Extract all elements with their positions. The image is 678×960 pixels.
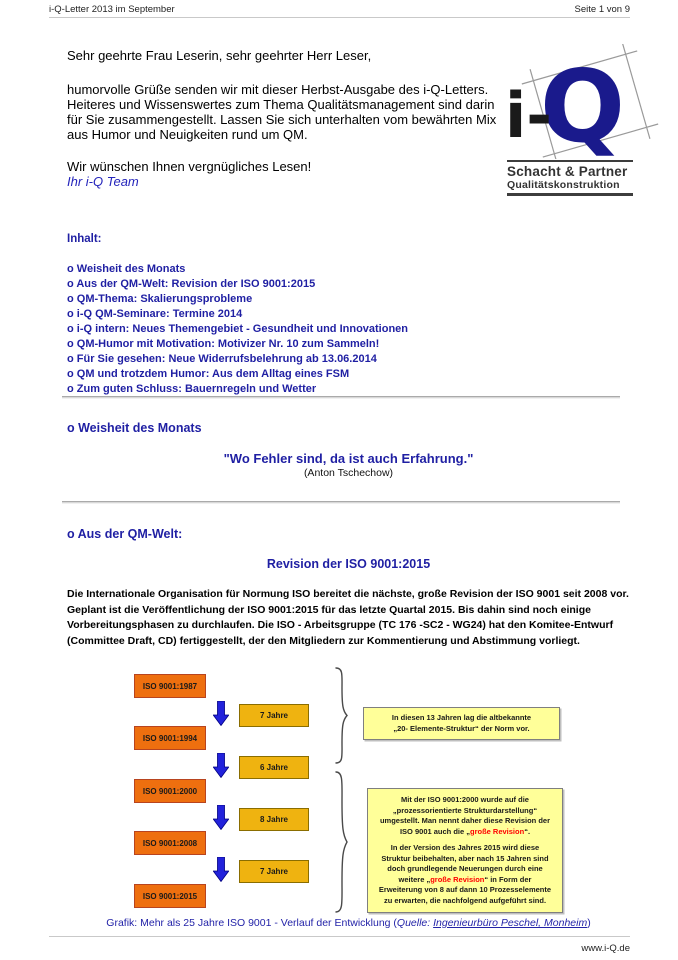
greeting-body: humorvolle Grüße senden wir mit dieser Herbst-Ausgabe des i-Q-Letters. Heiteres und Wissenswertes zum Thema Qualitätsmanagement sind darin für Sie zusammengestellt. Lassen Sie sich unterhalten vom bewährten Mix aus Humor und Neuigkeiten rund um QM. [67,82,497,142]
greeting-salutation: Sehr geehrte Frau Leserin, sehr geehrter Herr Leser, [67,48,372,63]
highlighted-text: große Revision [430,874,485,884]
caption-source-link[interactable]: Ingenieurbüro Peschel, Monheim [433,917,588,929]
qm-welt-body: Die Internationale Organisation für Normung ISO bereitet die nächste, große Revision der ISO 9001 seit 2008 vor. Geplant ist die Veröffentlichung der ISO 9001:2015 für das letzte Quartal 2015. Bis dahin sind noch einige Vorbereitungsphasen zu durchlaufen. Die ISO - Arbeitsgruppe (TC 176 -SC2 - WG24) hat den Komitee-Entwurf (Committee Draft, CD) fertiggestellt, der den Mitgliedern zur Kommentierung und Abstimmung vorliegt. [67,588,629,647]
greeting-signature: Ihr i-Q Team [67,174,139,189]
interval-box: 6 Jahre [239,756,309,779]
iso-timeline-diagram [134,667,564,915]
wisdom-attribution: (Anton Tschechow) [303,467,394,479]
down-arrow-icon [213,857,229,882]
wisdom-quote: "Wo Fehler sind, da ist auch Erfahrung." [223,451,474,466]
logo-i-letter: i- [505,79,552,152]
toc-item: o Für Sie gesehen: Neue Widerrufsbelehrung ab 13.06.2014 [67,353,377,365]
logo-wordmark [507,160,633,196]
iq-logo [500,44,670,159]
toc-item: o QM und trotzdem Humor: Aus dem Alltag eines FSM [67,368,350,380]
section-divider [62,501,620,504]
iso-version-box: ISO 9001:2008 [134,831,206,855]
header-title: i-Q-Letter 2013 im September [49,4,175,15]
logo-company-name: Schacht & Partner [507,164,628,179]
toc-item: o i-Q intern: Neues Themengebiet - Gesundheit und Innovationen [67,323,409,335]
iso-version-box: ISO 9001:2015 [134,884,206,908]
caption-source-label: Quelle: [396,917,434,929]
callout-paragraph: In der Version des Jahres 2015 wird diese Struktur beibehalten, aber nach 15 Jahren sind doch grundlegende Neuerungen durch eine weitere „große Revision“ in Form der Erweiterung von 8 auf dann 10 Prozesselemente zu erwarten, die nachfolgend aufgeführt sind. [378,843,552,905]
curly-brace-icon [334,667,348,764]
down-arrow-icon [213,753,229,778]
highlighted-text: große Revision [470,826,525,836]
greeting-closing: Wir wünschen Ihnen vergnügliches Lesen! [67,159,312,174]
diagram-caption [67,917,630,929]
toc-item: o i-Q QM-Seminare: Termine 2014 [67,308,243,320]
down-arrow-icon [213,701,229,726]
interval-box: 7 Jahre [239,860,309,883]
toc-item: o QM-Humor mit Motivation: Motivizer Nr. 10 zum Sammeln! [67,338,380,350]
iso-version-box: ISO 9001:1994 [134,726,206,750]
toc-title: Inhalt: [67,233,102,245]
toc-list [67,262,408,397]
logo-tagline: Qualitätskonstruktion [507,179,620,191]
toc-item: o Aus der QM-Welt: Revision der ISO 9001:2015 [67,278,316,290]
header-page-number: Seite 1 von 9 [574,4,630,15]
iso-version-box: ISO 9001:1987 [134,674,206,698]
curly-brace-icon [334,771,348,913]
wisdom-heading: o Weisheit des Monats [67,421,202,435]
footer-url: www.i-Q.de [581,943,630,954]
caption-text: ) [587,917,591,929]
caption-text: Grafik: Mehr als 25 Jahre ISO 9001 - Verlauf der Entwicklung ( [106,917,397,929]
interval-box: 7 Jahre [239,704,309,727]
callout-line: In diesen 13 Jahren lag die altbekannte [391,713,532,722]
callout-paragraph: Mit der ISO 9001:2000 wurde auf die „prozessorientierte Strukturdarstellung“ umgestellt. Man nennt daher diese Revision der ISO 9001 auch die „große Revision“. [379,795,551,836]
section-divider [62,396,620,399]
callout-note [367,788,563,913]
logo-q-letter: Q [540,48,626,159]
iso-version-box: ISO 9001:2000 [134,779,206,803]
toc-item: o Weisheit des Monats [67,263,186,275]
qm-welt-heading: o Aus der QM-Welt: [67,527,183,541]
down-arrow-icon [213,805,229,830]
callout-line: „20- Elemente-Struktur“ der Norm vor. [393,723,530,733]
header-divider [49,17,630,18]
interval-box: 8 Jahre [239,808,309,831]
callout-note [363,707,560,740]
footer-divider [49,936,630,937]
qm-welt-subtitle: Revision der ISO 9001:2015 [266,557,431,571]
toc-item: o Zum guten Schluss: Bauernregeln und Wetter [67,383,317,395]
toc-item: o QM-Thema: Skalierungsprobleme [67,293,253,305]
